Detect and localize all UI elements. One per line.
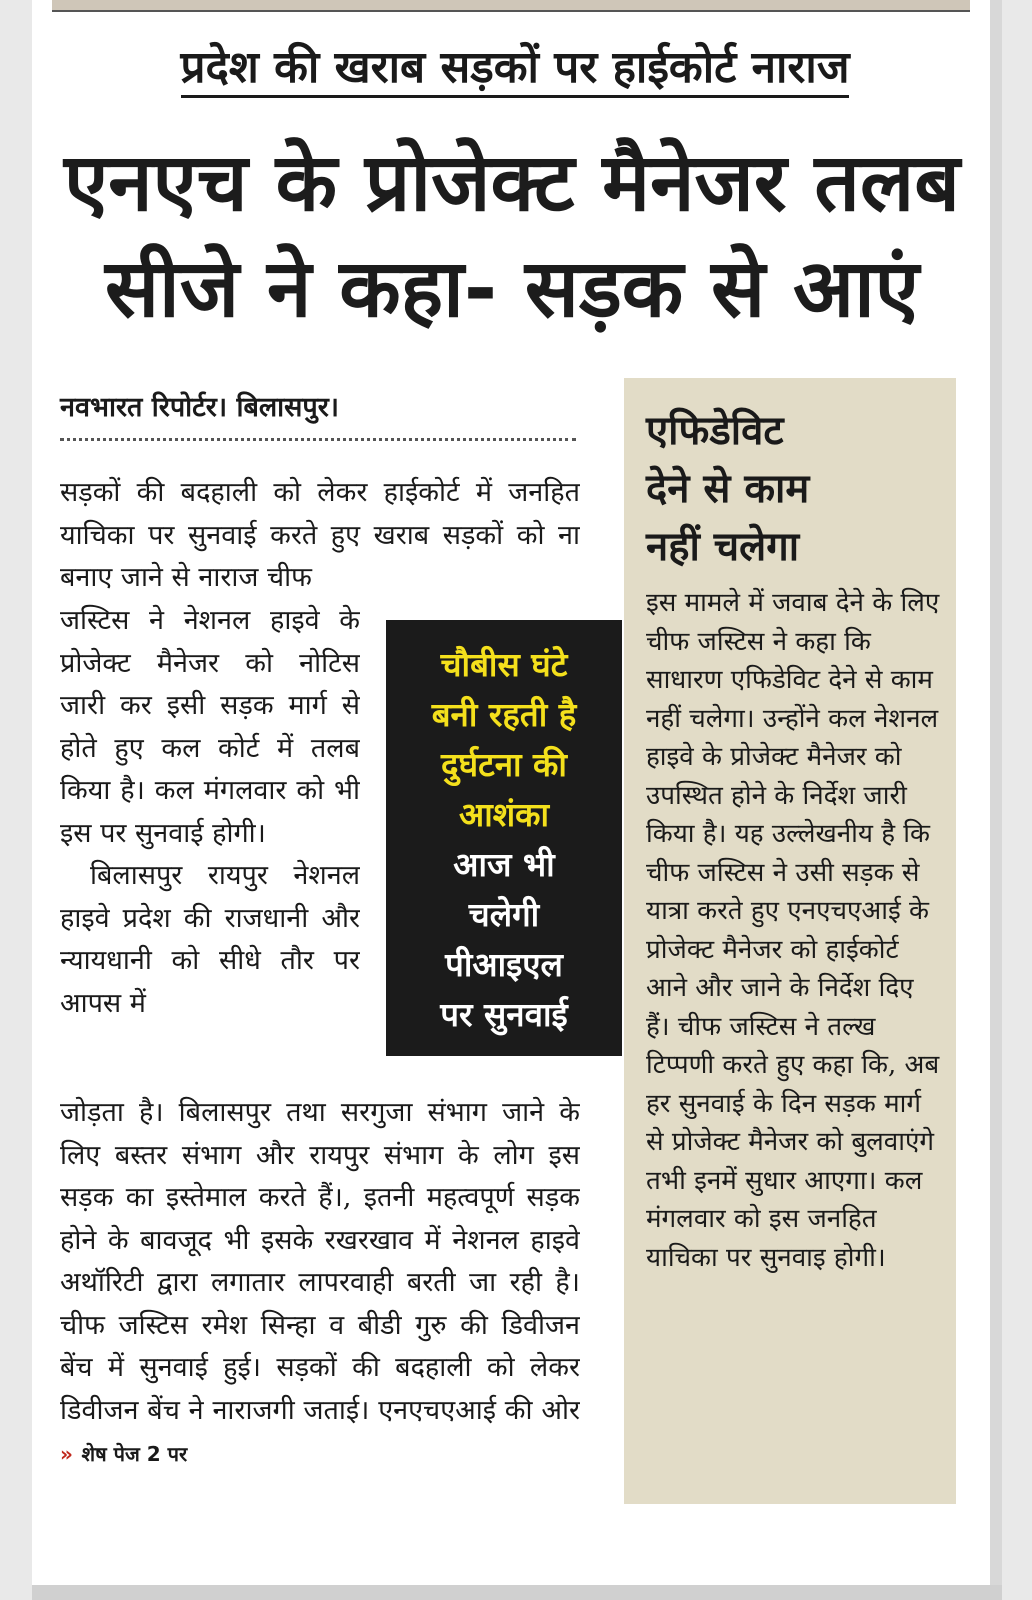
article-text: जोड़ता है। बिलासपुर तथा सरगुजा संभाग जाने के लिए बस्तर संभाग और रायपुर संभाग के लोग इस सड़क का इस्तेमाल करते हैं।, इतनी महत्वपूर्ण सड़क होने के बावजूद भी इसके रखरखाव में नेशनल हाइवे अथॉरिटी द्वारा लगातार लापरवाही बरती जा रही है। चीफ जस्टिस रमेश सिन्हा व बीडी गुरु की डिवीजन बेंच में सुनवाई हुई। सड़कों की बदहाली को लेकर डिवीजन बेंच ने नाराजगी जताई। एनएचएआई की ओर (60, 1097, 580, 1426)
pullquote-line: चौबीस घंटे (440, 645, 568, 684)
article-paragraph: बिलासपुर रायपुर नेशनल हाइवे प्रदेश की राजधानी और न्यायधानी को सीधे तौर पर आपस में (60, 860, 360, 1019)
top-photo-edge (52, 0, 970, 12)
article-body-top (60, 472, 580, 600)
sidebar-headline (646, 402, 940, 576)
main-headline (52, 130, 972, 342)
article-body-bottom (60, 1092, 580, 1492)
article-paragraph (60, 1092, 580, 1476)
continuation-link[interactable]: शेष पेज 2 पर (81, 1442, 188, 1466)
pullquote-line: आशंका (458, 795, 550, 834)
sidebar-headline-line: नहीं चलेगा (646, 524, 800, 570)
page-edge-shadow (990, 0, 1002, 1585)
sidebar-headline-line: एफिडेविट (646, 408, 784, 454)
page-bottom-edge (32, 1585, 1002, 1600)
byline: नवभारत रिपोर्टर। बिलासपुर। (60, 392, 340, 423)
kicker-text: प्रदेश की खराब सड़कों पर हाईकोर्ट नाराज (181, 42, 850, 98)
kicker-headline (100, 40, 930, 96)
article-paragraph: जस्टिस ने नेशनल हाइवे के प्रोजेक्ट मैनेजर को नोटिस जारी कर इसी सड़क मार्ग से होते हुए कल कोर्ट में तलब किया है। कल मंगलवार को भी इस पर सुनवाई होगी। (60, 605, 360, 849)
article-paragraph: सड़कों की बदहाली को लेकर हाईकोर्ट में जनहित याचिका पर सुनवाई करते हुए खराब सड़कों को ना बनाए जाने से नाराज चीफ (60, 477, 580, 593)
headline-line-1: एनएच के प्रोजेक्ट मैनेजर तलब (64, 136, 960, 229)
pullquote-line: बनी रहती है (431, 695, 577, 734)
dotted-divider (60, 438, 576, 441)
continuation-arrow-icon: » (60, 1442, 73, 1466)
article-body-narrow (60, 600, 360, 1092)
pullquote-line: आज भी (453, 845, 555, 884)
sidebar-body: इस मामले में जवाब देने के लिए चीफ जस्टिस ने कहा कि साधारण एफिडेविट देने से काम नहीं चलेगा। उन्होंने कल नेशनल हाइवे के प्रोजेक्ट मैनेजर को उपस्थित होने के निर्देश जारी किया है। यह उल्लेखनीय है कि चीफ जस्टिस ने उसी सड़क से यात्रा करते हुए एनएचएआई के प्रोजेक्ट मैनेजर को हाईकोर्ट आने और जाने के निर्देश दिए हैं। चीफ जस्टिस ने तल्ख टिप्पणी करते हुए कहा कि, अब हर सुनवाई के दिन सड़क मार्ग से प्रोजेक्ट मैनेजर को बुलवाएंगे तभी इनमें सुधार आएगा। कल मंगलवार को इस जनहित याचिका पर सुनवाइ होगी। (646, 588, 940, 1273)
headline-line-2: सीजे ने कहा- सड़क से आएं (104, 242, 920, 335)
pullquote-line: पर सुनवाई (440, 995, 568, 1034)
pullquote-box (386, 620, 622, 1056)
pullquote-line: दुर्घटना की (441, 745, 567, 784)
sidebar-headline-line: देने से काम (646, 466, 810, 512)
pullquote-line: पीआइएल (445, 945, 563, 984)
sidebar-box (624, 378, 956, 1504)
pullquote-line: चलेगी (468, 895, 540, 934)
